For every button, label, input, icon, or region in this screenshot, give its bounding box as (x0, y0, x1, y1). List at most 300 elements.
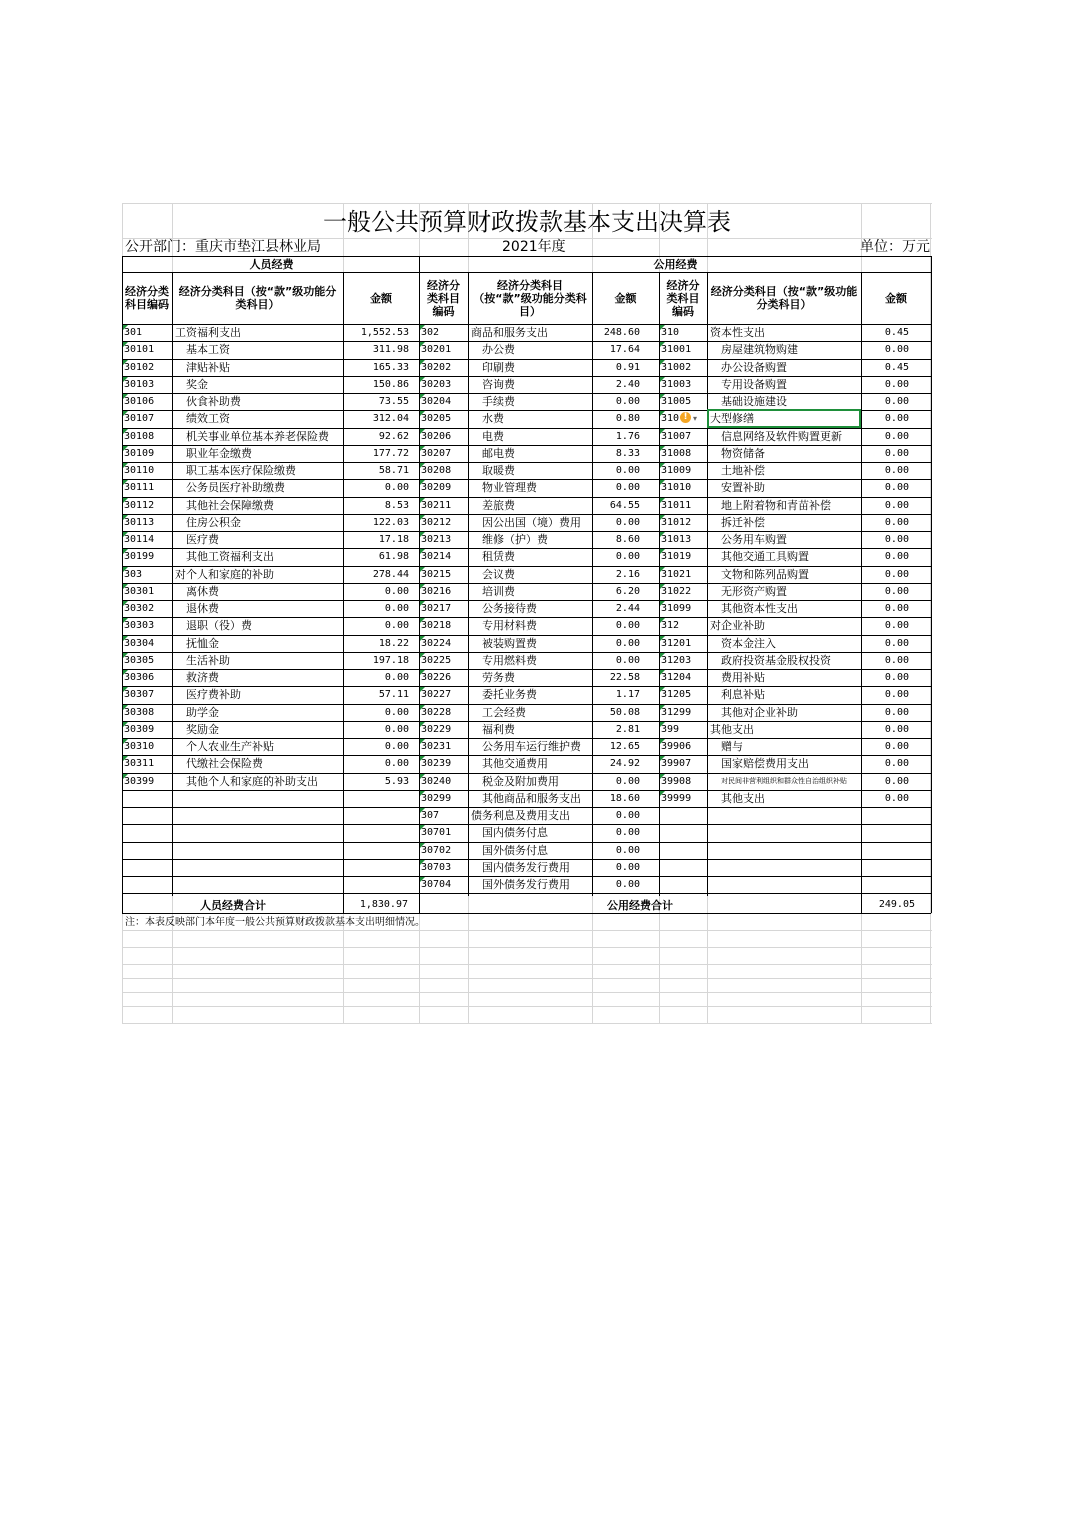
public-b-row-name: 其他对企业补助 (721, 705, 798, 719)
public-b-row-code: 31299 (661, 706, 692, 718)
personnel-row-code: 30106 (124, 396, 155, 407)
cell-marker (420, 825, 425, 830)
personnel-row-code: 30311 (124, 758, 155, 770)
cell-marker (123, 480, 128, 485)
personnel-row-amount: 73.55 (378, 396, 409, 407)
personnel-row-name: 助学金 (186, 705, 219, 719)
personnel-row-code: 30302 (124, 603, 155, 614)
public-a-row-code: 30211 (421, 499, 452, 511)
public-b-row-name: 利息补贴 (721, 688, 765, 702)
public-b-row-name: 公务用车购置 (721, 533, 787, 546)
cell-marker (420, 670, 425, 675)
public-a-row-name: 公务用车运行维护费 (482, 740, 581, 753)
personnel-row-name: 生活补助 (186, 653, 230, 667)
public-a-row-name: 专用燃料费 (482, 653, 537, 667)
public-b-row-code: 31011 (661, 499, 692, 511)
cell-marker (420, 480, 425, 485)
public-a-row-name: 国内债务付息 (482, 826, 548, 840)
header-amount-1: 金额 (614, 291, 637, 305)
personnel-row-name: 其他工资福利支出 (186, 550, 274, 564)
personnel-row-name: 退休费 (186, 602, 219, 615)
personnel-row-code: 30306 (124, 672, 155, 683)
public-a-row-amount: 0.80 (615, 413, 640, 425)
public-b-row-amount: 0.00 (884, 551, 909, 563)
public-a-row-amount: 0.00 (615, 810, 640, 821)
cell-marker (420, 756, 425, 761)
public-b-row-code: 31005 (661, 396, 692, 407)
public-b-row-amount: 0.00 (884, 723, 909, 735)
public-a-row-amount: 0.00 (615, 775, 640, 787)
cell-marker (420, 411, 425, 416)
public-b-row-amount: 0.00 (884, 758, 909, 770)
cell-marker (420, 843, 425, 848)
cell-marker (420, 515, 425, 520)
public-a-row-name: 取暖费 (482, 464, 515, 477)
header-name-0: 经济分类科目（按“款”级功能分类科目） (178, 285, 337, 311)
personnel-row-code: 30301 (124, 585, 155, 597)
public-b-row-name: 办公设备购置 (721, 360, 787, 374)
cell-marker (420, 498, 425, 503)
cell-marker (660, 549, 665, 554)
public-a-row-amount: 0.00 (615, 879, 640, 890)
cell-marker (123, 670, 128, 675)
public-a-row-amount: 2.16 (615, 568, 640, 580)
public-b-row-code: 31019 (661, 551, 692, 563)
cell-marker (660, 411, 665, 416)
header-name-1: 经济分类科目（按“款”级功能分类科目） (473, 278, 587, 318)
public-a-row-amount: 8.33 (615, 447, 640, 459)
public-a-row-amount: 0.00 (615, 465, 640, 476)
public-b-row-code: 310 (661, 327, 680, 338)
personnel-row-amount: 150.86 (372, 378, 409, 390)
public-a-row-name: 咨询费 (482, 377, 515, 391)
cell-marker (420, 705, 425, 710)
personnel-row-amount: 18.22 (378, 637, 409, 649)
cell-marker (123, 325, 128, 330)
public-b-row-amount: 0.00 (884, 689, 909, 701)
public-a-row-name: 会议费 (482, 567, 515, 581)
cell-marker (660, 446, 665, 451)
cell-marker (420, 377, 425, 382)
public-a-row-code: 30704 (421, 879, 452, 890)
personnel-row-amount: 0.00 (384, 741, 409, 752)
cell-marker (660, 636, 665, 641)
public-a-row-code: 30227 (421, 689, 452, 701)
cell-marker (660, 687, 665, 692)
public-a-row-code: 30216 (421, 585, 452, 597)
public-b-row-name: 土地补偿 (721, 464, 765, 477)
personnel-row-code: 30103 (124, 378, 155, 390)
personnel-row-name: 职工基本医疗保险缴费 (186, 464, 296, 477)
cell-marker (420, 860, 425, 865)
public-a-row-amount: 0.00 (615, 654, 640, 666)
public-b-row-code: 399 (661, 723, 680, 735)
public-b-row-code: 39907 (661, 758, 692, 770)
cell-marker (420, 325, 425, 330)
table-border (343, 272, 344, 896)
personnel-row-name: 工资福利支出 (175, 326, 241, 339)
chevron-down-icon[interactable]: ▾ (693, 414, 698, 423)
cell-marker (660, 532, 665, 537)
cell-marker (123, 687, 128, 692)
header-amount-2: 金额 (885, 291, 907, 305)
public-a-row-name: 其他交通费用 (482, 757, 548, 771)
public-a-row-code: 30209 (421, 482, 452, 494)
cell-marker (660, 360, 665, 365)
cell-marker (123, 532, 128, 537)
cell-marker (123, 446, 128, 451)
public-a-row-code: 30224 (421, 637, 452, 649)
public-b-row-name: 文物和陈列品购置 (721, 567, 809, 581)
cell-marker (420, 342, 425, 347)
public-a-row-name: 专用材料费 (482, 619, 537, 633)
table-border (861, 272, 862, 896)
public-b-row-amount: 0.00 (884, 706, 909, 718)
public-a-row-code: 30226 (421, 672, 452, 683)
unit-label: 单位：万元 (860, 239, 930, 255)
public-a-row-amount: 6.20 (615, 585, 640, 597)
public-b-row-name: 对企业补助 (710, 619, 765, 633)
header-name-2: 经济分类科目（按“款”级功能分类科目） (710, 285, 858, 311)
public-a-row-code: 30217 (421, 603, 452, 614)
public-a-row-amount: 0.91 (615, 361, 640, 373)
personnel-row-code: 30112 (124, 499, 155, 511)
personnel-row-code: 303 (124, 568, 143, 580)
public-b-row-amount: 0.00 (884, 585, 909, 597)
cell-marker (420, 653, 425, 658)
table-border (931, 256, 932, 913)
public-a-row-code: 307 (421, 810, 440, 821)
cell-marker (420, 774, 425, 779)
public-a-row-name: 电费 (482, 429, 504, 443)
public-b-row-amount: 0.00 (884, 447, 909, 459)
personnel-row-amount: 165.33 (372, 361, 409, 373)
public-a-row-name: 办公费 (482, 343, 515, 357)
public-b-row-amount: 0.00 (884, 499, 909, 511)
table-border (468, 272, 469, 896)
personnel-row-name: 奖励金 (186, 722, 219, 736)
cell-marker (660, 584, 665, 589)
public-a-row-code: 30218 (421, 620, 452, 632)
header-code-1: 经济分类科目编码 (427, 278, 460, 318)
personnel-row-amount: 0.00 (384, 482, 409, 494)
public-a-row-code: 30240 (421, 775, 452, 787)
public-a-row-name: 因公出国（境）费用 (482, 515, 581, 529)
cell-marker (123, 774, 128, 779)
public-b-row-code: 39906 (661, 741, 692, 752)
cell-marker (123, 739, 128, 744)
public-a-row-amount: 1.76 (615, 430, 640, 442)
public-a-row-amount: 2.40 (615, 378, 640, 390)
public-b-row-amount: 0.00 (884, 654, 909, 666)
cell-marker (660, 377, 665, 382)
department-label: 公开部门：重庆市垫江县林业局 (125, 239, 321, 255)
public-a-row-name: 国外债务付息 (482, 843, 548, 857)
cell-marker (123, 618, 128, 623)
section-public-header: 公用经费 (653, 257, 698, 271)
cell-marker (660, 705, 665, 710)
warning-icon[interactable]: ! (680, 412, 691, 423)
public-a-row-amount: 2.44 (615, 603, 640, 614)
public-b-row-amount: 0.00 (884, 378, 909, 390)
cell-marker (660, 653, 665, 658)
personnel-row-code: 30108 (124, 430, 155, 442)
personnel-row-code: 30310 (124, 741, 155, 752)
cell-marker (123, 567, 128, 572)
cell-marker (123, 360, 128, 365)
cell-marker (420, 429, 425, 434)
personnel-row-code: 30307 (124, 689, 155, 701)
personnel-row-name: 代缴社会保险费 (186, 757, 263, 771)
public-a-row-amount: 17.64 (609, 344, 640, 356)
public-b-row-code: 31009 (661, 465, 692, 476)
public-b-row-amount: 0.00 (884, 413, 909, 425)
public-total-label: 公用经费合计 (607, 898, 673, 912)
public-b-row-name: 地上附着物和青苗补偿 (721, 498, 831, 512)
cell-marker (420, 463, 425, 468)
personnel-row-amount: 57.11 (378, 689, 409, 701)
personnel-row-name: 对个人和家庭的补助 (175, 567, 274, 581)
public-a-row-name: 租赁费 (482, 550, 515, 564)
cell-marker (123, 342, 128, 347)
public-a-row-name: 国内债务发行费用 (482, 860, 570, 874)
public-a-row-code: 30206 (421, 430, 452, 442)
public-a-row-amount: 0.00 (615, 861, 640, 873)
cell-marker (660, 515, 665, 520)
personnel-row-name: 退职（役）费 (186, 619, 252, 633)
personnel-row-code: 30304 (124, 637, 155, 649)
public-b-row-name: 费用补贴 (721, 671, 765, 684)
public-b-row-name: 无形资产购置 (721, 584, 787, 598)
public-a-row-amount: 0.00 (615, 620, 640, 632)
public-b-row-code: 31013 (661, 534, 692, 545)
public-b-row-code: 31012 (661, 516, 692, 528)
public-b-row-code: 31099 (661, 603, 692, 614)
public-b-row-name: 信息网络及软件购置更新 (721, 429, 842, 443)
cell-marker (420, 601, 425, 606)
public-a-row-code: 30203 (421, 378, 452, 390)
public-a-row-name: 福利费 (482, 722, 515, 736)
public-a-row-code: 30703 (421, 861, 452, 873)
public-b-row-amount: 0.00 (884, 603, 909, 614)
public-a-row-name: 邮电费 (482, 446, 515, 460)
cell-marker (123, 394, 128, 399)
public-a-row-amount: 0.00 (615, 396, 640, 407)
cell-marker (123, 377, 128, 382)
cell-marker (660, 791, 665, 796)
public-a-row-amount: 1.17 (615, 689, 640, 701)
public-b-row-name: 大型修缮 (710, 412, 754, 426)
public-b-row-amount: 0.45 (884, 361, 909, 373)
selected-cell[interactable] (707, 409, 861, 428)
personnel-row-name: 津贴补贴 (186, 360, 230, 374)
cell-marker (660, 394, 665, 399)
cell-marker (123, 411, 128, 416)
personnel-row-code: 30303 (124, 620, 155, 632)
cell-marker (123, 584, 128, 589)
public-b-row-name: 物资储备 (721, 446, 765, 460)
table-border (122, 893, 931, 894)
public-a-row-code: 30702 (421, 844, 452, 856)
public-b-row-code: 31008 (661, 447, 692, 459)
table-border (592, 272, 593, 896)
public-b-row-name: 安置补助 (721, 481, 765, 495)
public-a-row-code: 30202 (421, 361, 452, 373)
public-a-row-amount: 0.00 (615, 637, 640, 649)
public-b-row-amount: 0.00 (884, 516, 909, 528)
public-a-row-amount: 50.08 (609, 706, 640, 718)
public-a-row-amount: 64.55 (609, 499, 640, 511)
public-a-row-amount: 0.00 (615, 844, 640, 856)
cell-marker (660, 567, 665, 572)
personnel-row-name: 机关事业单位基本养老保险费 (186, 429, 329, 443)
public-a-row-code: 30299 (421, 792, 452, 804)
year-label: 2021年度 (502, 239, 566, 255)
table-border (707, 272, 708, 896)
personnel-row-name: 奖金 (186, 377, 208, 391)
personnel-row-name: 住房公积金 (186, 515, 241, 529)
public-a-row-code: 30207 (421, 447, 452, 459)
public-a-row-name: 物业管理费 (482, 481, 537, 495)
cell-marker (420, 808, 425, 813)
public-a-row-amount: 248.60 (603, 327, 640, 338)
public-a-row-name: 税金及附加费用 (482, 774, 559, 788)
cell-marker (420, 618, 425, 623)
grid-line (122, 1023, 932, 1024)
public-b-row-name: 其他资本性支出 (721, 602, 798, 615)
public-a-row-code: 30201 (421, 344, 452, 356)
personnel-row-code: 30109 (124, 447, 155, 459)
personnel-row-name: 职业年金缴费 (186, 446, 252, 460)
cell-marker (420, 567, 425, 572)
personnel-row-code: 30309 (124, 723, 155, 735)
cell-marker (123, 549, 128, 554)
public-a-row-amount: 0.00 (615, 516, 640, 528)
cell-marker (660, 463, 665, 468)
public-a-row-name: 手续费 (482, 395, 515, 408)
personnel-row-amount: 0.00 (384, 672, 409, 683)
public-a-row-name: 商品和服务支出 (471, 326, 548, 339)
personnel-row-amount: 177.72 (372, 447, 409, 459)
cell-marker (420, 549, 425, 554)
public-b-row-amount: 0.00 (884, 775, 909, 787)
cell-marker (123, 722, 128, 727)
public-b-row-amount: 0.45 (884, 327, 909, 338)
cell-marker (420, 877, 425, 882)
public-a-row-name: 劳务费 (482, 671, 515, 684)
cell-marker (420, 636, 425, 641)
personnel-row-name: 救济费 (186, 671, 219, 684)
public-a-row-code: 30214 (421, 551, 452, 563)
personnel-row-amount: 8.53 (384, 499, 409, 511)
public-b-row-name: 其他支出 (710, 722, 754, 736)
public-a-row-name: 维修（护）费 (482, 533, 548, 546)
personnel-row-amount: 0.00 (384, 758, 409, 770)
public-a-row-name: 委托业务费 (482, 688, 537, 702)
personnel-row-code: 30399 (124, 775, 155, 787)
public-a-row-code: 30229 (421, 723, 452, 735)
cell-marker (420, 584, 425, 589)
grid-line (122, 978, 932, 979)
personnel-row-amount: 0.00 (384, 585, 409, 597)
personnel-row-amount: 311.98 (372, 344, 409, 356)
cell-marker (123, 636, 128, 641)
public-a-row-code: 30225 (421, 654, 452, 666)
header-code-0: 经济分类科目编码 (125, 285, 169, 311)
personnel-row-code: 30107 (124, 413, 155, 425)
public-a-row-code: 30212 (421, 516, 452, 528)
personnel-row-amount: 122.03 (372, 516, 409, 528)
personnel-row-name: 公务员医疗补助缴费 (186, 481, 285, 495)
public-a-row-amount: 12.65 (609, 741, 640, 752)
public-a-row-name: 水费 (482, 412, 504, 426)
personnel-row-name: 医疗费 (186, 533, 219, 546)
personnel-row-amount: 17.18 (378, 534, 409, 545)
public-a-row-amount: 0.00 (615, 482, 640, 494)
personnel-row-amount: 312.04 (372, 413, 409, 425)
cell-marker (123, 463, 128, 468)
public-a-row-name: 国外债务发行费用 (482, 878, 570, 891)
public-a-row-name: 培训费 (482, 584, 515, 598)
personnel-row-code: 30101 (124, 344, 155, 356)
public-b-row-amount: 0.00 (884, 482, 909, 494)
cell-marker (660, 618, 665, 623)
public-b-row-amount: 0.00 (884, 430, 909, 442)
personnel-row-code: 30110 (124, 465, 155, 476)
public-a-row-name: 公务接待费 (482, 602, 537, 615)
cell-marker (420, 739, 425, 744)
spreadsheet-sheet (122, 203, 932, 1023)
public-b-row-name: 拆迁补偿 (721, 515, 765, 529)
cell-marker (660, 342, 665, 347)
personnel-row-name: 抚恤金 (186, 636, 219, 650)
personnel-row-amount: 197.18 (372, 654, 409, 666)
personnel-total-value: 1,830.97 (359, 899, 408, 910)
public-total-value: 249.05 (878, 899, 915, 910)
public-a-row-code: 302 (421, 327, 440, 338)
public-b-row-name: 资本金注入 (721, 636, 776, 650)
public-a-row-amount: 2.81 (615, 723, 640, 735)
public-a-row-code: 30204 (421, 396, 452, 407)
cell-marker (660, 722, 665, 727)
public-b-row-code: 31007 (661, 430, 692, 442)
public-b-row-amount: 0.00 (884, 568, 909, 580)
public-b-row-code: 39908 (661, 775, 692, 787)
cell-marker (660, 325, 665, 330)
cell-marker (123, 601, 128, 606)
public-a-row-code: 30215 (421, 568, 452, 580)
public-a-row-name: 工会经费 (482, 705, 526, 719)
public-b-row-name: 房屋建筑物购建 (721, 343, 798, 357)
public-a-row-amount: 22.58 (609, 672, 640, 683)
cell-marker (123, 653, 128, 658)
personnel-row-amount: 58.71 (378, 465, 409, 476)
cell-marker (660, 480, 665, 485)
public-b-row-amount: 0.00 (884, 396, 909, 407)
public-a-row-name: 差旅费 (482, 498, 515, 512)
personnel-row-code: 30199 (124, 551, 155, 563)
public-b-row-name: 其他交通工具购置 (721, 550, 809, 564)
public-b-row-name: 国家赔偿费用支出 (721, 757, 809, 771)
personnel-row-amount: 1,552.53 (360, 327, 409, 338)
public-b-row-name: 政府投资基金股权投资 (721, 653, 831, 667)
cell-marker (660, 498, 665, 503)
public-a-row-amount: 18.60 (609, 792, 640, 804)
public-a-row-code: 30239 (421, 758, 452, 770)
public-a-row-amount: 0.00 (615, 551, 640, 563)
personnel-row-amount: 0.00 (384, 620, 409, 632)
public-a-row-name: 被装购置费 (482, 636, 537, 650)
